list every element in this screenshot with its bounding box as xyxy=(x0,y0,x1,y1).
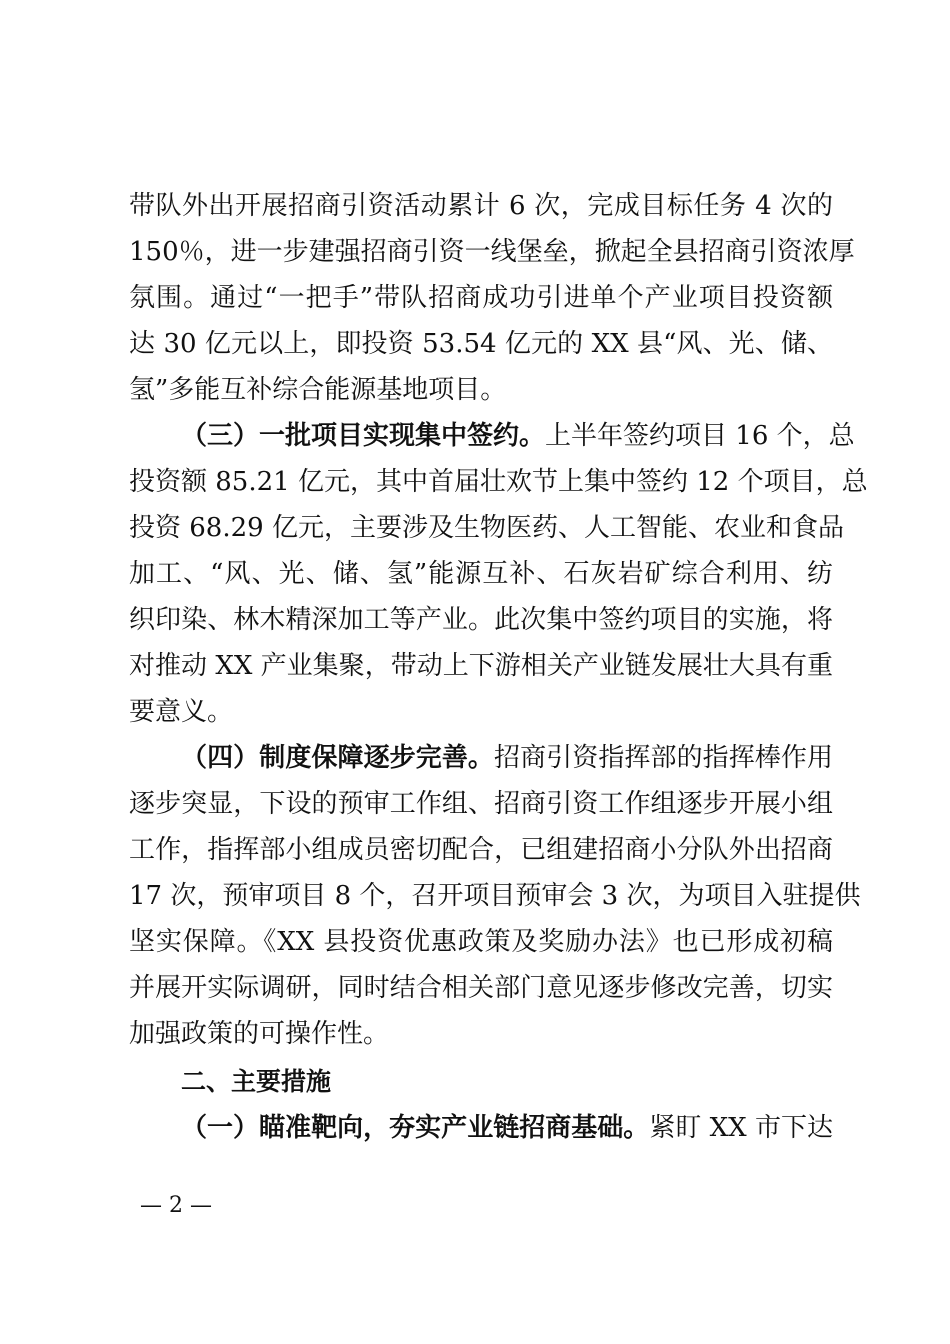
text-line: 氛围。通过“一把手”带队招商成功引进单个产业项目投资额 xyxy=(129,283,833,313)
text-line: 加工、“风、光、储、氢”能源互补、石灰岩矿综合利用、纺 xyxy=(129,559,833,589)
page-number: — 2 — xyxy=(140,1193,212,1218)
paragraph-4-text: 招商引资指挥部的指挥棒作用 xyxy=(494,743,833,773)
text-line: 带队外出开展招商引资活动累计 6 次，完成目标任务 4 次的 xyxy=(129,191,833,221)
subsection-1-first-line xyxy=(181,1112,833,1144)
text-line: 坚实保障。《XX 县投资优惠政策及奖励办法》也已形成初稿 xyxy=(129,927,833,957)
subsection-1-text: 紧盯 XX 市下达 xyxy=(649,1113,833,1143)
paragraph-3-first-line xyxy=(181,420,855,452)
section-heading: 二、主要措施 xyxy=(181,1067,332,1096)
text-line: 加强政策的可操作性。 xyxy=(129,1019,390,1049)
text-line: 达 30 亿元以上，即投资 53.54 亿元的 XX 县“风、光、储、 xyxy=(129,329,833,359)
paragraph-3-text: 上半年签约项目 16 个，总 xyxy=(545,421,855,451)
text-line: 并展开实际调研，同时结合相关部门意见逐步修改完善，切实 xyxy=(129,973,833,1003)
paragraph-3-title: （三）一批项目实现集中签约。 xyxy=(181,421,546,451)
paragraph-4-first-line xyxy=(181,742,833,774)
text-line: 投资额 85.21 亿元，其中首届壮欢节上集中签约 12 个项目，总 xyxy=(129,467,868,497)
text-line: 织印染、林木精深加工等产业。此次集中签约项目的实施，将 xyxy=(129,605,833,635)
subsection-1-title: （一）瞄准靶向，夯实产业链招商基础。 xyxy=(181,1113,650,1143)
text-line: 150％，进一步建强招商引资一线堡垒，掀起全县招商引资浓厚 xyxy=(129,237,855,267)
text-line: 17 次，预审项目 8 个，召开项目预审会 3 次，为项目入驻提供 xyxy=(129,881,861,911)
text-line: 要意义。 xyxy=(129,697,234,727)
text-line: 工作，指挥部小组成员密切配合，已组建招商小分队外出招商 xyxy=(129,835,833,865)
paragraph-4-title: （四）制度保障逐步完善。 xyxy=(181,743,494,773)
text-line: 对推动 XX 产业集聚，带动上下游相关产业链发展壮大具有重 xyxy=(129,651,833,681)
text-line: 投资 68.29 亿元，主要涉及生物医药、人工智能、农业和食品 xyxy=(129,513,844,543)
text-line: 氢”多能互补综合能源基地项目。 xyxy=(129,375,507,405)
text-line: 逐步突显，下设的预审工作组、招商引资工作组逐步开展小组 xyxy=(129,789,833,819)
